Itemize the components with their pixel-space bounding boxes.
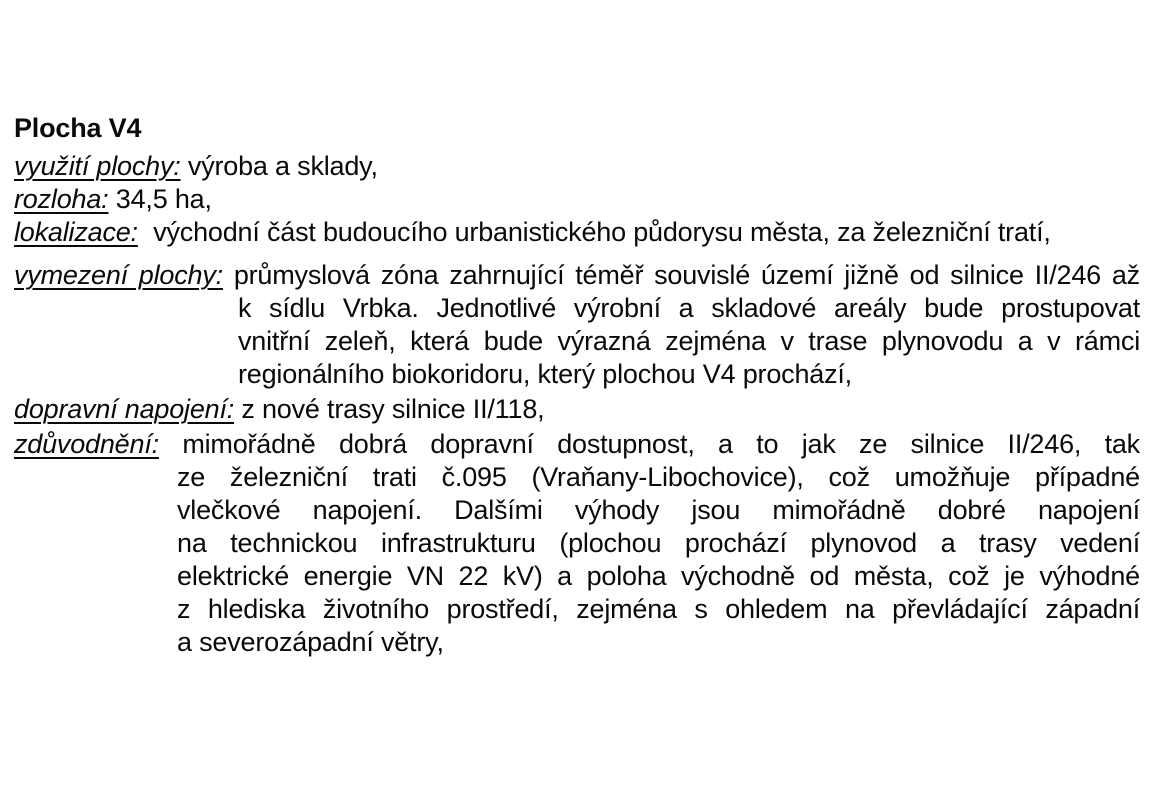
text-line: regionálního biokoridoru, který plochou V4 prochází, xyxy=(238,359,852,389)
field-value: východní část budoucího urbanistického půdorysu města, za železniční tratí, xyxy=(153,217,1051,247)
field-label: dopravní napojení: xyxy=(14,394,235,424)
text-line: vnitřní zeleň, která bude výrazná zejména v trase plynovodu a v rámci xyxy=(238,326,1140,356)
text-line: k sídlu Vrbka. Jednotlivé výrobní a skladové areály bude prostupovat xyxy=(238,293,1140,323)
field-label: zdůvodnění: xyxy=(14,429,159,459)
field-label: lokalizace: xyxy=(14,217,138,247)
field-vymezeni-plochy xyxy=(14,259,1140,391)
text-line: z hlediska životního prostředí, zejména s ohledem na převládající západní xyxy=(177,594,1140,624)
text-line xyxy=(14,428,1140,461)
text-line: a severozápadní větry, xyxy=(177,627,444,657)
field-label: rozloha: xyxy=(14,184,109,214)
field-rozloha xyxy=(14,183,1140,216)
text-line xyxy=(14,259,1140,292)
text-line: vlečkové napojení. Dalšími výhody jsou mimořádně dobré napojení xyxy=(177,495,1140,525)
field-zduvodneni xyxy=(14,428,1140,659)
field-vyuziti-plochy xyxy=(14,150,1140,183)
field-dopravni-napojeni xyxy=(14,393,1140,426)
page-title: Plocha V4 xyxy=(14,113,142,143)
text-line: na technickou infrastrukturu (plochou prochází plynovod a trasy vedení xyxy=(177,528,1140,558)
field-label: vymezení plochy: xyxy=(14,260,223,290)
text-line: elektrické energie VN 22 kV) a poloha východně od města, což je výhodné xyxy=(177,561,1140,591)
field-value: 34,5 ha, xyxy=(115,184,212,214)
text-line: ze železniční trati č.095 (Vraňany-Libochovice), což umožňuje případné xyxy=(177,462,1140,492)
field-label: využití plochy: xyxy=(14,151,181,181)
field-value: z nové trasy silnice II/118, xyxy=(241,394,545,424)
field-value: výroba a sklady, xyxy=(187,151,378,181)
field-value: průmyslová zóna zahrnující téměř souvislé území jižně od silnice II/246 až xyxy=(233,260,1140,290)
field-value: mimořádně dobrá dopravní dostupnost, a to jak ze silnice II/246, tak xyxy=(182,429,1140,459)
field-lokalizace xyxy=(14,216,1140,249)
